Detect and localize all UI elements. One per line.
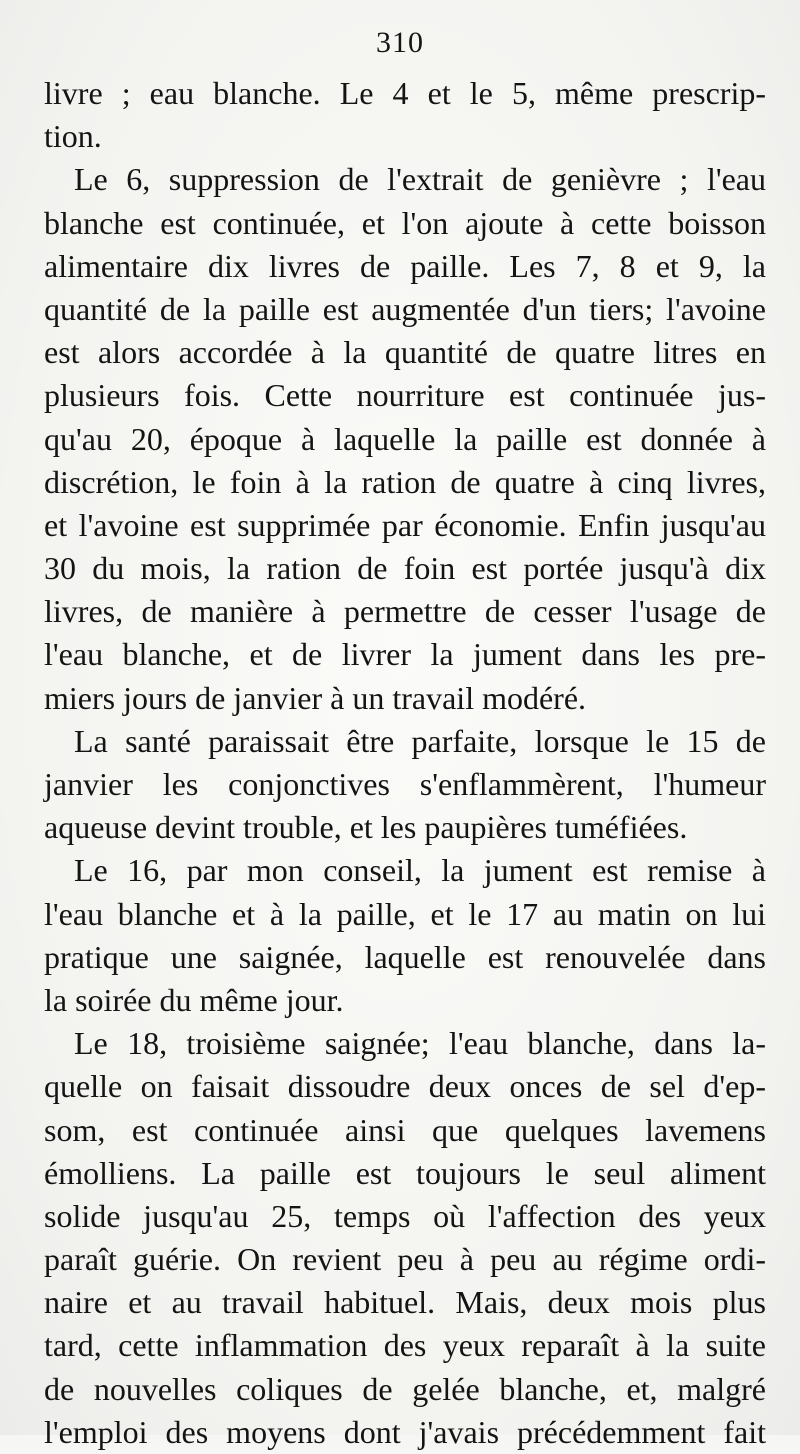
text-line: pratique une saignée, laquelle est renouvelée dans: [44, 938, 766, 975]
text-line: émolliens. La paille est toujours le seul aliment: [44, 1154, 766, 1191]
paragraph: [44, 158, 766, 719]
body-text: [44, 72, 766, 1454]
text-line: janvier les conjonctives s'enflammèrent, l'humeur: [44, 766, 766, 802]
page-number: 310: [376, 26, 424, 59]
text-line: blanche est continuée, et l'on ajoute à cette boisson: [44, 204, 766, 241]
text-line: livres, de manière à permettre de cesser l'usage de: [44, 593, 766, 630]
text-line: alimentaire dix livres de paille. Les 7, 8 et 9, la: [44, 247, 766, 284]
text-line: l'emploi des moyens dont j'avais précédemment fait: [44, 1413, 766, 1450]
text-line: La santé paraissait être parfaite, lorsque le 15 de: [74, 722, 766, 759]
paragraph: [44, 720, 766, 850]
text-line: Le 18, troisième saignée; l'eau blanche, dans la-: [74, 1025, 766, 1062]
text-line: quantité de la paille est augmentée d'un tiers; l'avoine: [44, 290, 766, 327]
text-line: miers jours de janvier à un travail modéré.: [44, 679, 587, 716]
text-line: Le 16, par mon conseil, la jument est remise à: [74, 852, 766, 889]
text-line: solide jusqu'au 25, temps où l'affection des yeux: [44, 1197, 766, 1234]
text-line: Le 6, suppression de l'extrait de genièvre ; l'eau: [74, 161, 766, 198]
text-line: la soirée du même jour.: [44, 981, 344, 1018]
text-line: naire et au travail habituel. Mais, deux mois plus: [44, 1284, 766, 1321]
text-line: de nouvelles coliques de gelée blanche, et, malgré: [44, 1370, 766, 1407]
text-line: livre ; eau blanche. Le 4 et le 5, même prescrip-: [44, 75, 766, 111]
text-line: l'eau blanche, et de livrer la jument dans les pre-: [44, 636, 766, 673]
paragraph: [44, 849, 766, 1022]
text-line: et l'avoine est supprimée par économie. Enfin jusqu'au: [44, 506, 766, 543]
text-line: 30 du mois, la ration de foin est portée jusqu'à dix: [44, 550, 766, 587]
text-line: plusieurs fois. Cette nourriture est continuée jus-: [44, 377, 766, 414]
text-line: tard, cette inflammation des yeux reparaît à la suite: [44, 1327, 766, 1364]
text-line: discrétion, le foin à la ration de quatre à cinq livres,: [44, 463, 766, 500]
text-line: est alors accordée à la quantité de quatre litres en: [44, 334, 766, 371]
text-line: aqueuse devint trouble, et les paupières tuméfiées.: [44, 809, 688, 846]
text-line: som, est continuée ainsi que quelques lavemens: [44, 1111, 766, 1148]
text-line: tion.: [44, 118, 102, 155]
text-line: quelle on faisait dissoudre deux onces de sel d'ep-: [44, 1068, 766, 1105]
text-line: qu'au 20, époque à laquelle la paille est donnée à: [44, 420, 766, 457]
text-line: l'eau blanche et à la paille, et le 17 au matin on lui: [44, 895, 766, 932]
paragraph: [44, 1022, 766, 1454]
text-line: paraît guérie. On revient peu à peu au régime ordi-: [44, 1241, 766, 1278]
paragraph: [44, 72, 766, 158]
